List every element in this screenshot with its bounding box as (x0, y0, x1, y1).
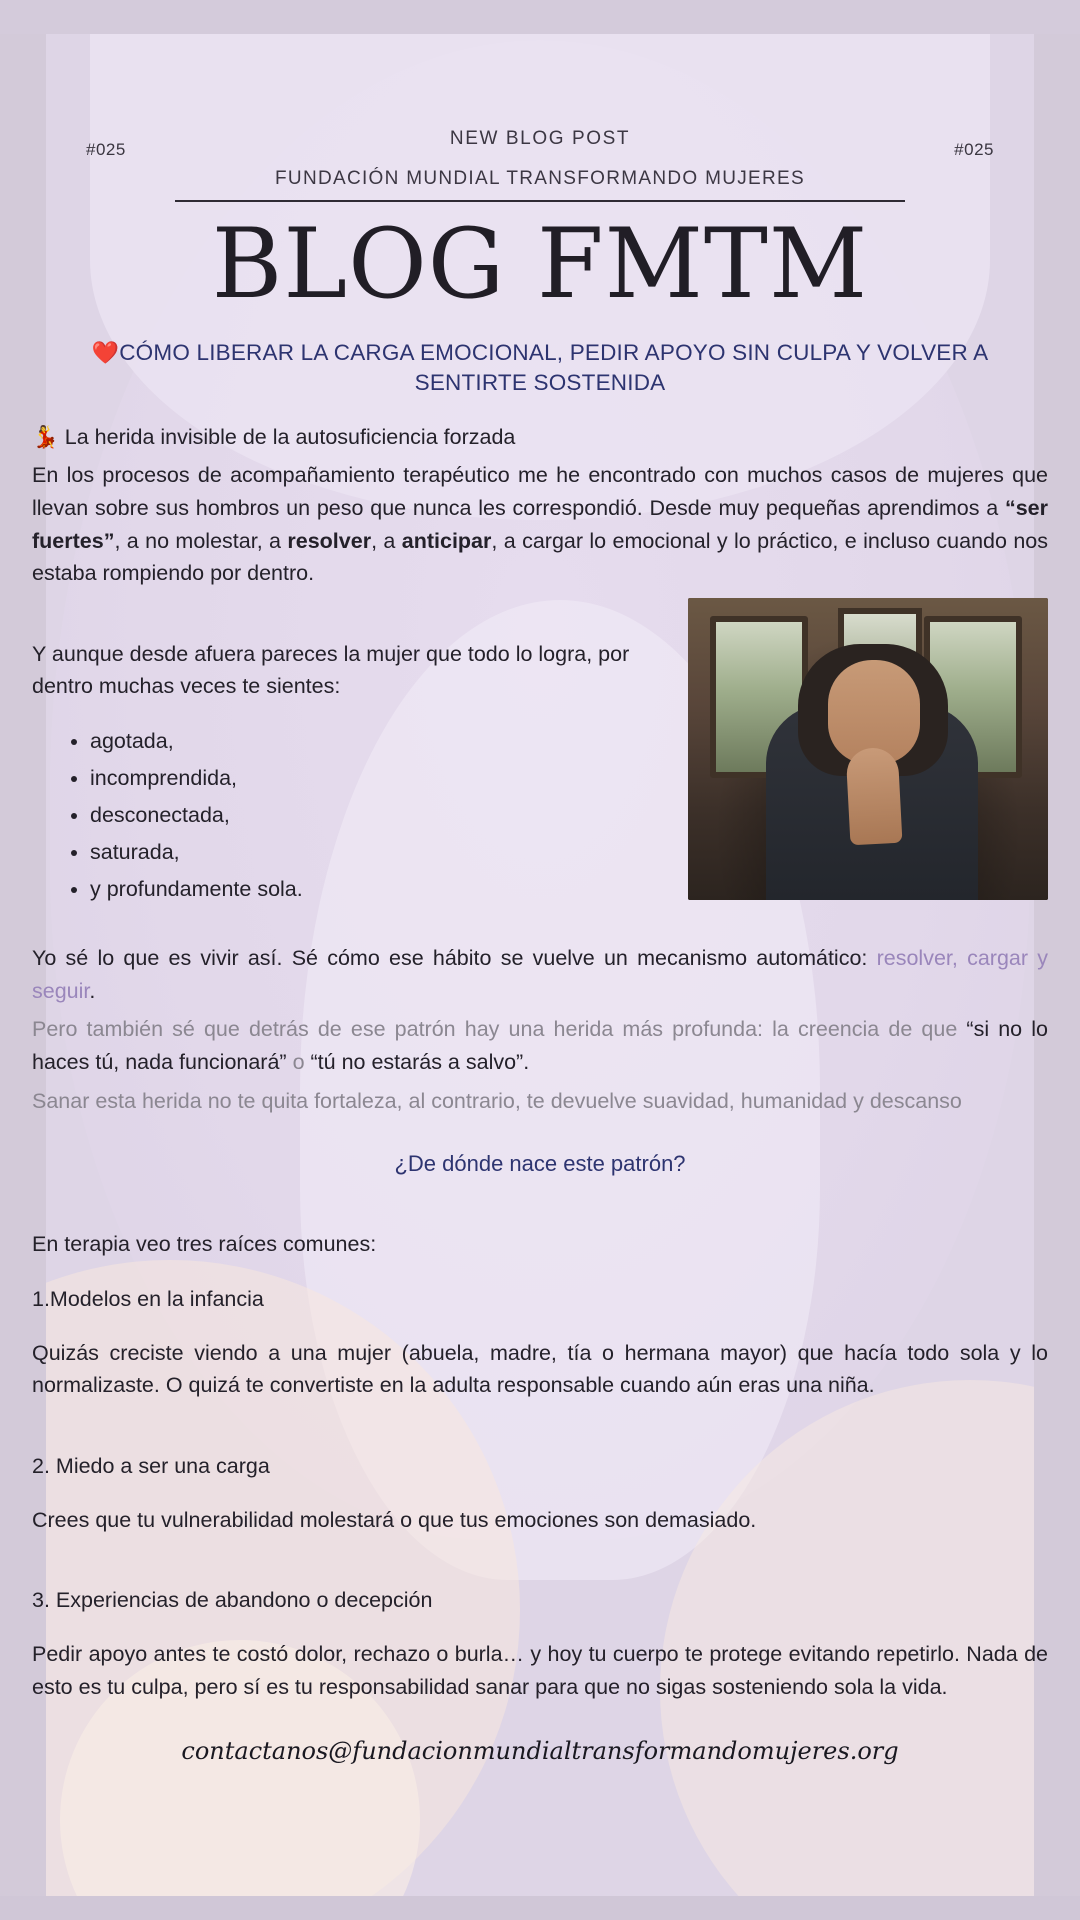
page-edge-top (0, 0, 1080, 34)
contact-email[interactable]: contactanos@fundacionmundialtransformandomujeres.org (181, 1737, 899, 1766)
section-question: ¿De dónde nace este patrón? (394, 1151, 686, 1177)
p3-highlight: resolver, cargar y seguir (32, 946, 1048, 1003)
p4-quote-2: “tú no estarás a salvo” (310, 1050, 524, 1075)
root-2-text: Crees que tu vulnerabilidad molestará o que tus emociones son demasiado. (32, 1507, 757, 1532)
p4-part-a: Pero también sé que detrás de ese patrón hay una herida más profunda: la creencia de que (32, 1017, 967, 1042)
paragraph-3 (32, 942, 1048, 1007)
paragraph-2: Y aunque desde afuera pareces la mujer que todo lo logra, por dentro muchas veces te sientes: (32, 641, 630, 699)
article-image (688, 598, 1048, 900)
p4-part-e: . (523, 1050, 530, 1075)
paragraph-6: En terapia veo tres raíces comunes: (32, 1232, 377, 1257)
p1-bold-1: “ser fuertes” (32, 496, 1048, 553)
new-post-label: NEW BLOG POST (449, 128, 631, 149)
issue-number-right: #025 (954, 140, 994, 159)
spacer-3 (32, 1181, 1048, 1207)
root-3-text: Pedir apoyo antes te costó dolor, rechazo o burla… y hoy tu cuerpo te protege evitando repetirlo. Nada de esto es tu culpa, pero sí es tu responsabilidad sanar para que no sigas sosteniendo sola la vida. (32, 1642, 1048, 1699)
list-item: • agotada, (90, 724, 1048, 759)
p1-part-c: , a no molestar, a (114, 528, 288, 553)
page-title: BLOG FMTM (211, 208, 869, 320)
spacer-5 (32, 1536, 1048, 1562)
post-subtitle (50, 338, 1030, 399)
root-3-title: 3. Experiencias de abandono o decepción (32, 1587, 433, 1612)
section-heading-1 (32, 421, 1048, 454)
heart-icon: ❤️ (91, 340, 120, 365)
p4-quote-1: “si no lo haces tú, nada funcionará” (32, 1017, 1048, 1075)
p3-part-c: . (89, 978, 96, 1003)
list-item: • saturada, (90, 835, 1048, 870)
p3-part-a: Yo sé lo que es vivir así. Sé cómo ese hábito se vuelve un mecanismo automático: (32, 946, 877, 971)
dancer-icon: 💃 (32, 424, 59, 449)
paragraph-1 (32, 459, 1048, 590)
p1-part-g: , a cargar lo emocional y lo práctico, e incluso cuando nos estaba rompiendo por dentro. (32, 528, 1048, 586)
issue-number-left: #025 (86, 140, 126, 159)
p4-part-c: o (286, 1050, 311, 1075)
root-1-text: Quizás creciste viendo a una mujer (abuela, madre, tía o hermana mayor) que hacía todo sola y lo normalizaste. O quizá te convertiste en la adulta responsable cuando aún eras una niña. (32, 1340, 1048, 1398)
page-header (30, 128, 1050, 200)
page-content (0, 128, 1080, 1765)
spacer-2 (32, 910, 1048, 936)
paragraph-5: Sanar esta herida no te quita fortaleza, al contrario, te devuelve suavidad, humanidad y descanso (32, 1088, 962, 1113)
header-divider (175, 200, 905, 202)
paragraph-4 (32, 1013, 1048, 1078)
root-1-title: 1.Modelos en la infancia (32, 1286, 264, 1311)
section-heading-1-text: La herida invisible de la autosuficiencia forzada (64, 424, 516, 449)
list-item: • y profundamente sola. (90, 872, 1048, 907)
p1-bold-3: anticipar (401, 528, 492, 553)
spacer-4 (32, 1402, 1048, 1428)
image-figure-hands (846, 747, 903, 846)
foundation-name: FUNDACIÓN MUNDIAL TRANSFORMANDO MUJERES (275, 168, 805, 189)
page-edge-bottom (0, 1896, 1080, 1920)
post-subtitle-text: CÓMO LIBERAR LA CARGA EMOCIONAL, PEDIR APOYO SIN CULPA Y VOLVER A SENTIRTE SOSTENIDA (119, 340, 989, 396)
list-item: • incomprendida, (90, 761, 1048, 796)
article-body (32, 421, 1048, 1704)
root-2-title: 2. Miedo a ser una carga (32, 1453, 270, 1478)
p1-bold-2: resolver (287, 528, 372, 553)
p1-part-a: En los procesos de acompañamiento terapéutico me he encontrado con muchos casos de mujeres que llevan sobre sus hombros un peso que nunca les correspondió. Desde muy pequeñas aprendimos a (32, 463, 1048, 521)
p1-part-e: , a (371, 528, 402, 553)
list-item: • desconectada, (90, 798, 1048, 833)
